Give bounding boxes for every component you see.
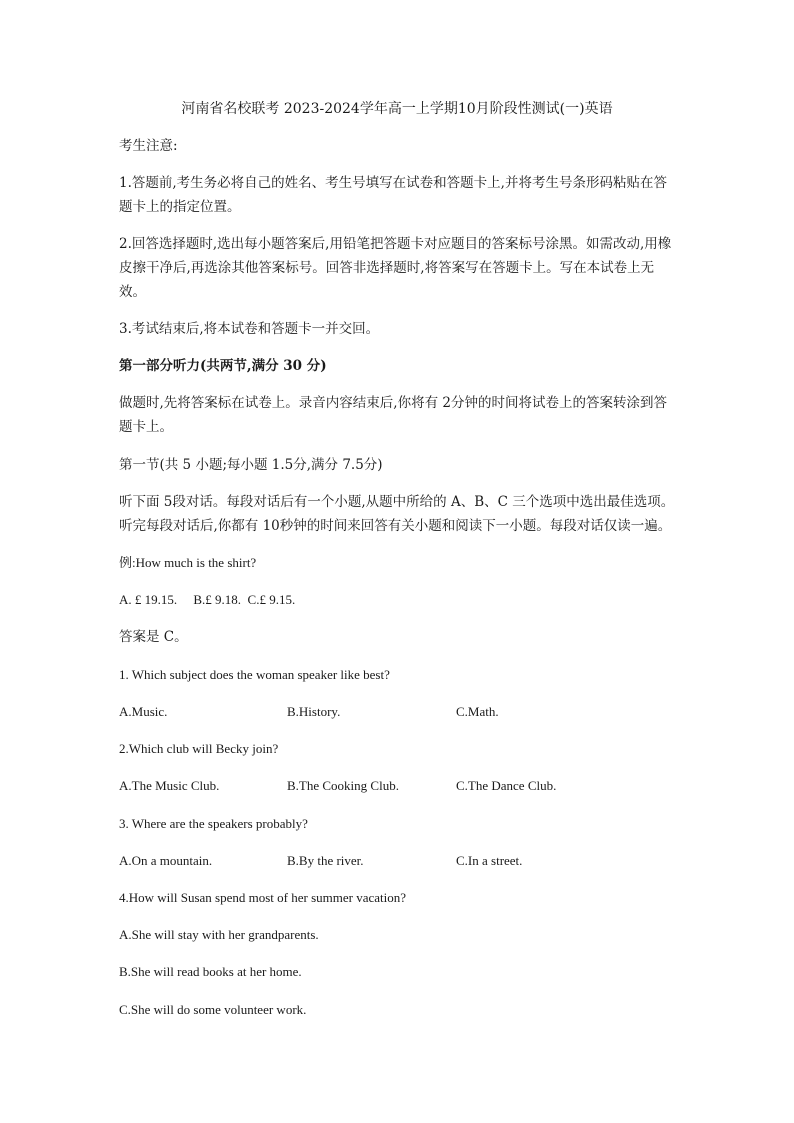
option-b: B.History. [287,704,341,719]
example-question: 例:How much is the shirt? [119,555,257,570]
part1-heading: 第一部分听力(共两节,满分 30 分) [119,358,327,374]
question-3-options [119,851,679,871]
example-options: A. £ 19.15. B.£ 9.18. C.£ 9.15. [119,592,296,607]
option-c: C.Math. [456,704,499,719]
section1-instruction: 听下面 5段对话。每段对话后有一个小题,从题中所给的 A、B、C 三个选项中选出最佳选项。听完每段对话后,你都有 10秒钟的时间来回答有关小题和阅读下一小题。每段对话仅读一遍。 [119,494,675,534]
instruction-1: 1.答题前,考生务必将自己的姓名、考生号填写在试卷和答题卡上,并将考生号条形码粘贴在答题卡上的指定位置。 [119,175,667,215]
option-a: A.On a mountain. [119,853,213,868]
option-c: C.The Dance Club. [456,778,557,793]
option-b: B.The Cooking Club. [287,778,399,793]
question-3-stem: 3. Where are the speakers probably? [119,816,308,831]
instruction-2: 2.回答选择题时,选出每小题答案后,用铅笔把答题卡对应题目的答案标号涂黑。如需改动,用橡皮擦干净后,再选涂其他答案标号。回答非选择题时,将答案写在答题卡上。写在本试卷上无效。 [119,236,672,300]
example-answer: 答案是 C。 [119,629,188,645]
question-4-option-a: A.She will stay with her grandparents. [119,927,319,942]
page-title: 河南省名校联考 2023-2024学年高一上学期10月阶段性测试(一)英语 [181,101,613,117]
question-1-stem: 1. Which subject does the woman speaker like best? [119,667,390,682]
question-1-options [119,702,679,722]
question-2-stem: 2.Which club will Becky join? [119,741,279,756]
question-4-option-c: C.She will do some volunteer work. [119,1002,307,1017]
instruction-3: 3.考试结束后,将本试卷和答题卡一并交回。 [119,321,380,337]
option-c: C.In a street. [456,853,523,868]
section1-heading: 第一节(共 5 小题;每小题 1.5分,满分 7.5分) [119,457,383,473]
option-a: A.The Music Club. [119,778,220,793]
option-a: A.Music. [119,704,168,719]
notice-heading: 考生注意: [119,138,178,154]
question-4-option-b: B.She will read books at her home. [119,964,302,979]
option-b: B.By the river. [287,853,364,868]
question-4-stem: 4.How will Susan spend most of her summer vacation? [119,890,407,905]
part1-instruction: 做题时,先将答案标在试卷上。录音内容结束后,你将有 2分钟的时间将试卷上的答案转涂到答题卡上。 [119,395,667,435]
question-2-options [119,776,679,796]
